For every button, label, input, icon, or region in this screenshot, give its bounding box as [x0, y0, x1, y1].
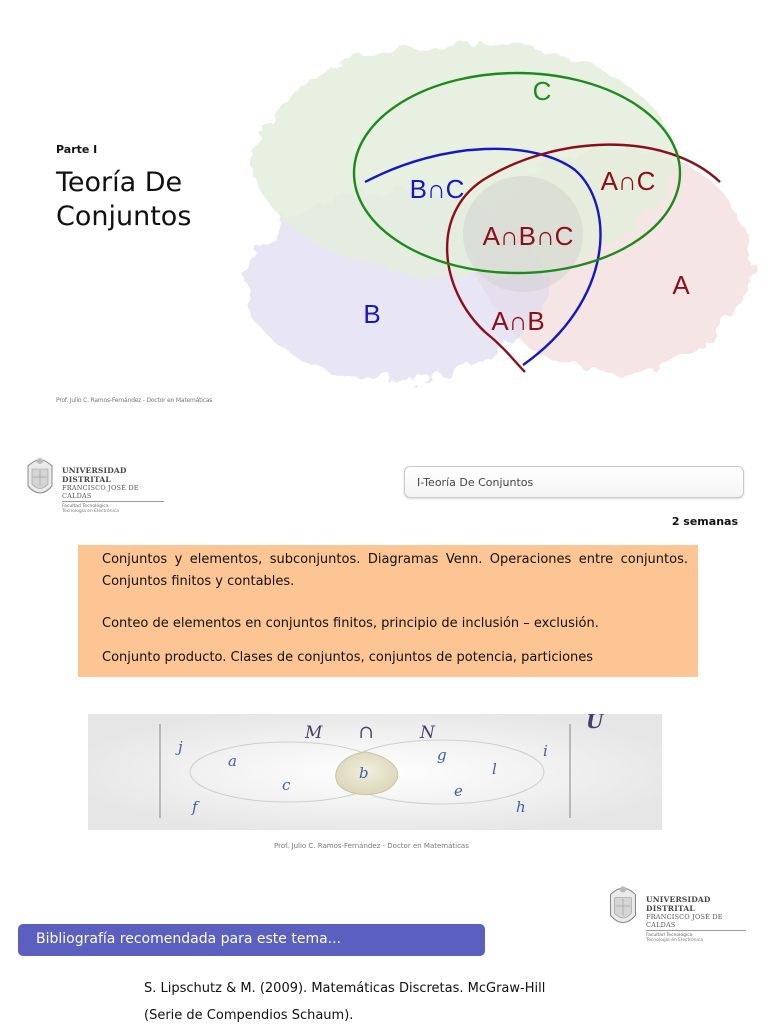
part-label: Parte I: [56, 143, 98, 156]
element-g: g: [437, 746, 447, 764]
logo-line-3: Facultad Tecnológica: [646, 933, 693, 938]
logo-line-3: Facultad Tecnológica: [62, 504, 109, 509]
logo-line-1: UNIVERSIDAD DISTRITAL: [62, 466, 127, 484]
bibliography-heading-bar: [18, 924, 485, 956]
element-i: i: [543, 742, 548, 760]
university-crest-icon: [606, 880, 640, 932]
element-a: a: [228, 752, 237, 770]
venn-label-a-b: A∩B: [491, 306, 545, 336]
element-c: c: [282, 776, 291, 794]
author-credit: Prof. Julio C. Ramos-Fernández - Doctor en Matemáticas: [274, 842, 469, 850]
topic-label: I-Teoría De Conjuntos: [417, 476, 534, 489]
element-f: f: [192, 798, 198, 816]
university-logo: [606, 880, 746, 943]
venn-label-b: B: [363, 299, 381, 329]
author-credit: Prof. Julio C. Ramos-Fernández - Doctor en Matemáticas: [56, 397, 213, 404]
list-item: [86, 647, 688, 669]
content-list: [78, 545, 698, 677]
slide-title-text: [56, 166, 191, 234]
duration-label: 2 semanas: [671, 515, 738, 528]
venn-diagram: [215, 30, 768, 390]
element-l: l: [492, 760, 497, 778]
reference-item: [128, 975, 548, 1029]
universe-label: U: [586, 714, 604, 733]
list-item: [86, 613, 688, 635]
university-crest-icon: [24, 452, 56, 502]
element-h: h: [516, 798, 526, 816]
element-j: j: [178, 738, 183, 756]
venn-label-a-c: A∩C: [600, 166, 656, 196]
title-line-2: Conjuntos: [56, 201, 192, 232]
bibliography-heading: Bibliografía recomendada para este tema...: [36, 931, 342, 947]
reference-line-1: S. Lipschutz & M. (2009). Matemáticas Discretas. McGraw-Hill: [144, 981, 546, 996]
university-logo: [24, 452, 164, 514]
list-item-text: Conjunto producto. Clases de conjuntos, conjuntos de potencia, particiones: [102, 650, 594, 665]
reference-line-2: (Serie de Compendios Schaum).: [144, 1008, 354, 1023]
list-item-text: Conjuntos y elementos, subconjuntos. Diagramas Venn. Operaciones entre conjuntos. Conjuntos finitos y contables.: [102, 552, 688, 589]
venn-label-a-b-c: A∩B∩C: [482, 221, 574, 251]
logo-line-4: Tecnología en Electrónica: [646, 938, 704, 943]
title-line-1: Teoría De: [56, 167, 183, 198]
logo-line-4: Tecnología en Electrónica: [62, 509, 120, 514]
logo-line-1: UNIVERSIDAD DISTRITAL: [646, 895, 711, 913]
venn-label-b-c: B∩C: [409, 174, 465, 204]
list-item-text: Conteo de elementos en conjuntos finitos, principio de inclusión – exclusión.: [102, 616, 599, 631]
sets-figure: [88, 714, 662, 830]
slide-title: [0, 0, 768, 420]
cap-symbol: ∩: [358, 722, 374, 743]
topic-header: [404, 466, 744, 498]
list-item: [86, 549, 688, 593]
venn-label-c: C: [532, 76, 552, 106]
element-b: b: [359, 764, 369, 782]
element-e: e: [454, 782, 463, 800]
set-n-label: N: [420, 723, 435, 743]
logo-line-2: FRANCISCO JOSÉ DE CALDAS: [62, 484, 164, 502]
set-m-label: M: [305, 723, 323, 743]
venn-label-a: A: [672, 270, 690, 300]
logo-line-2: FRANCISCO JOSÉ DE CALDAS: [646, 913, 746, 931]
